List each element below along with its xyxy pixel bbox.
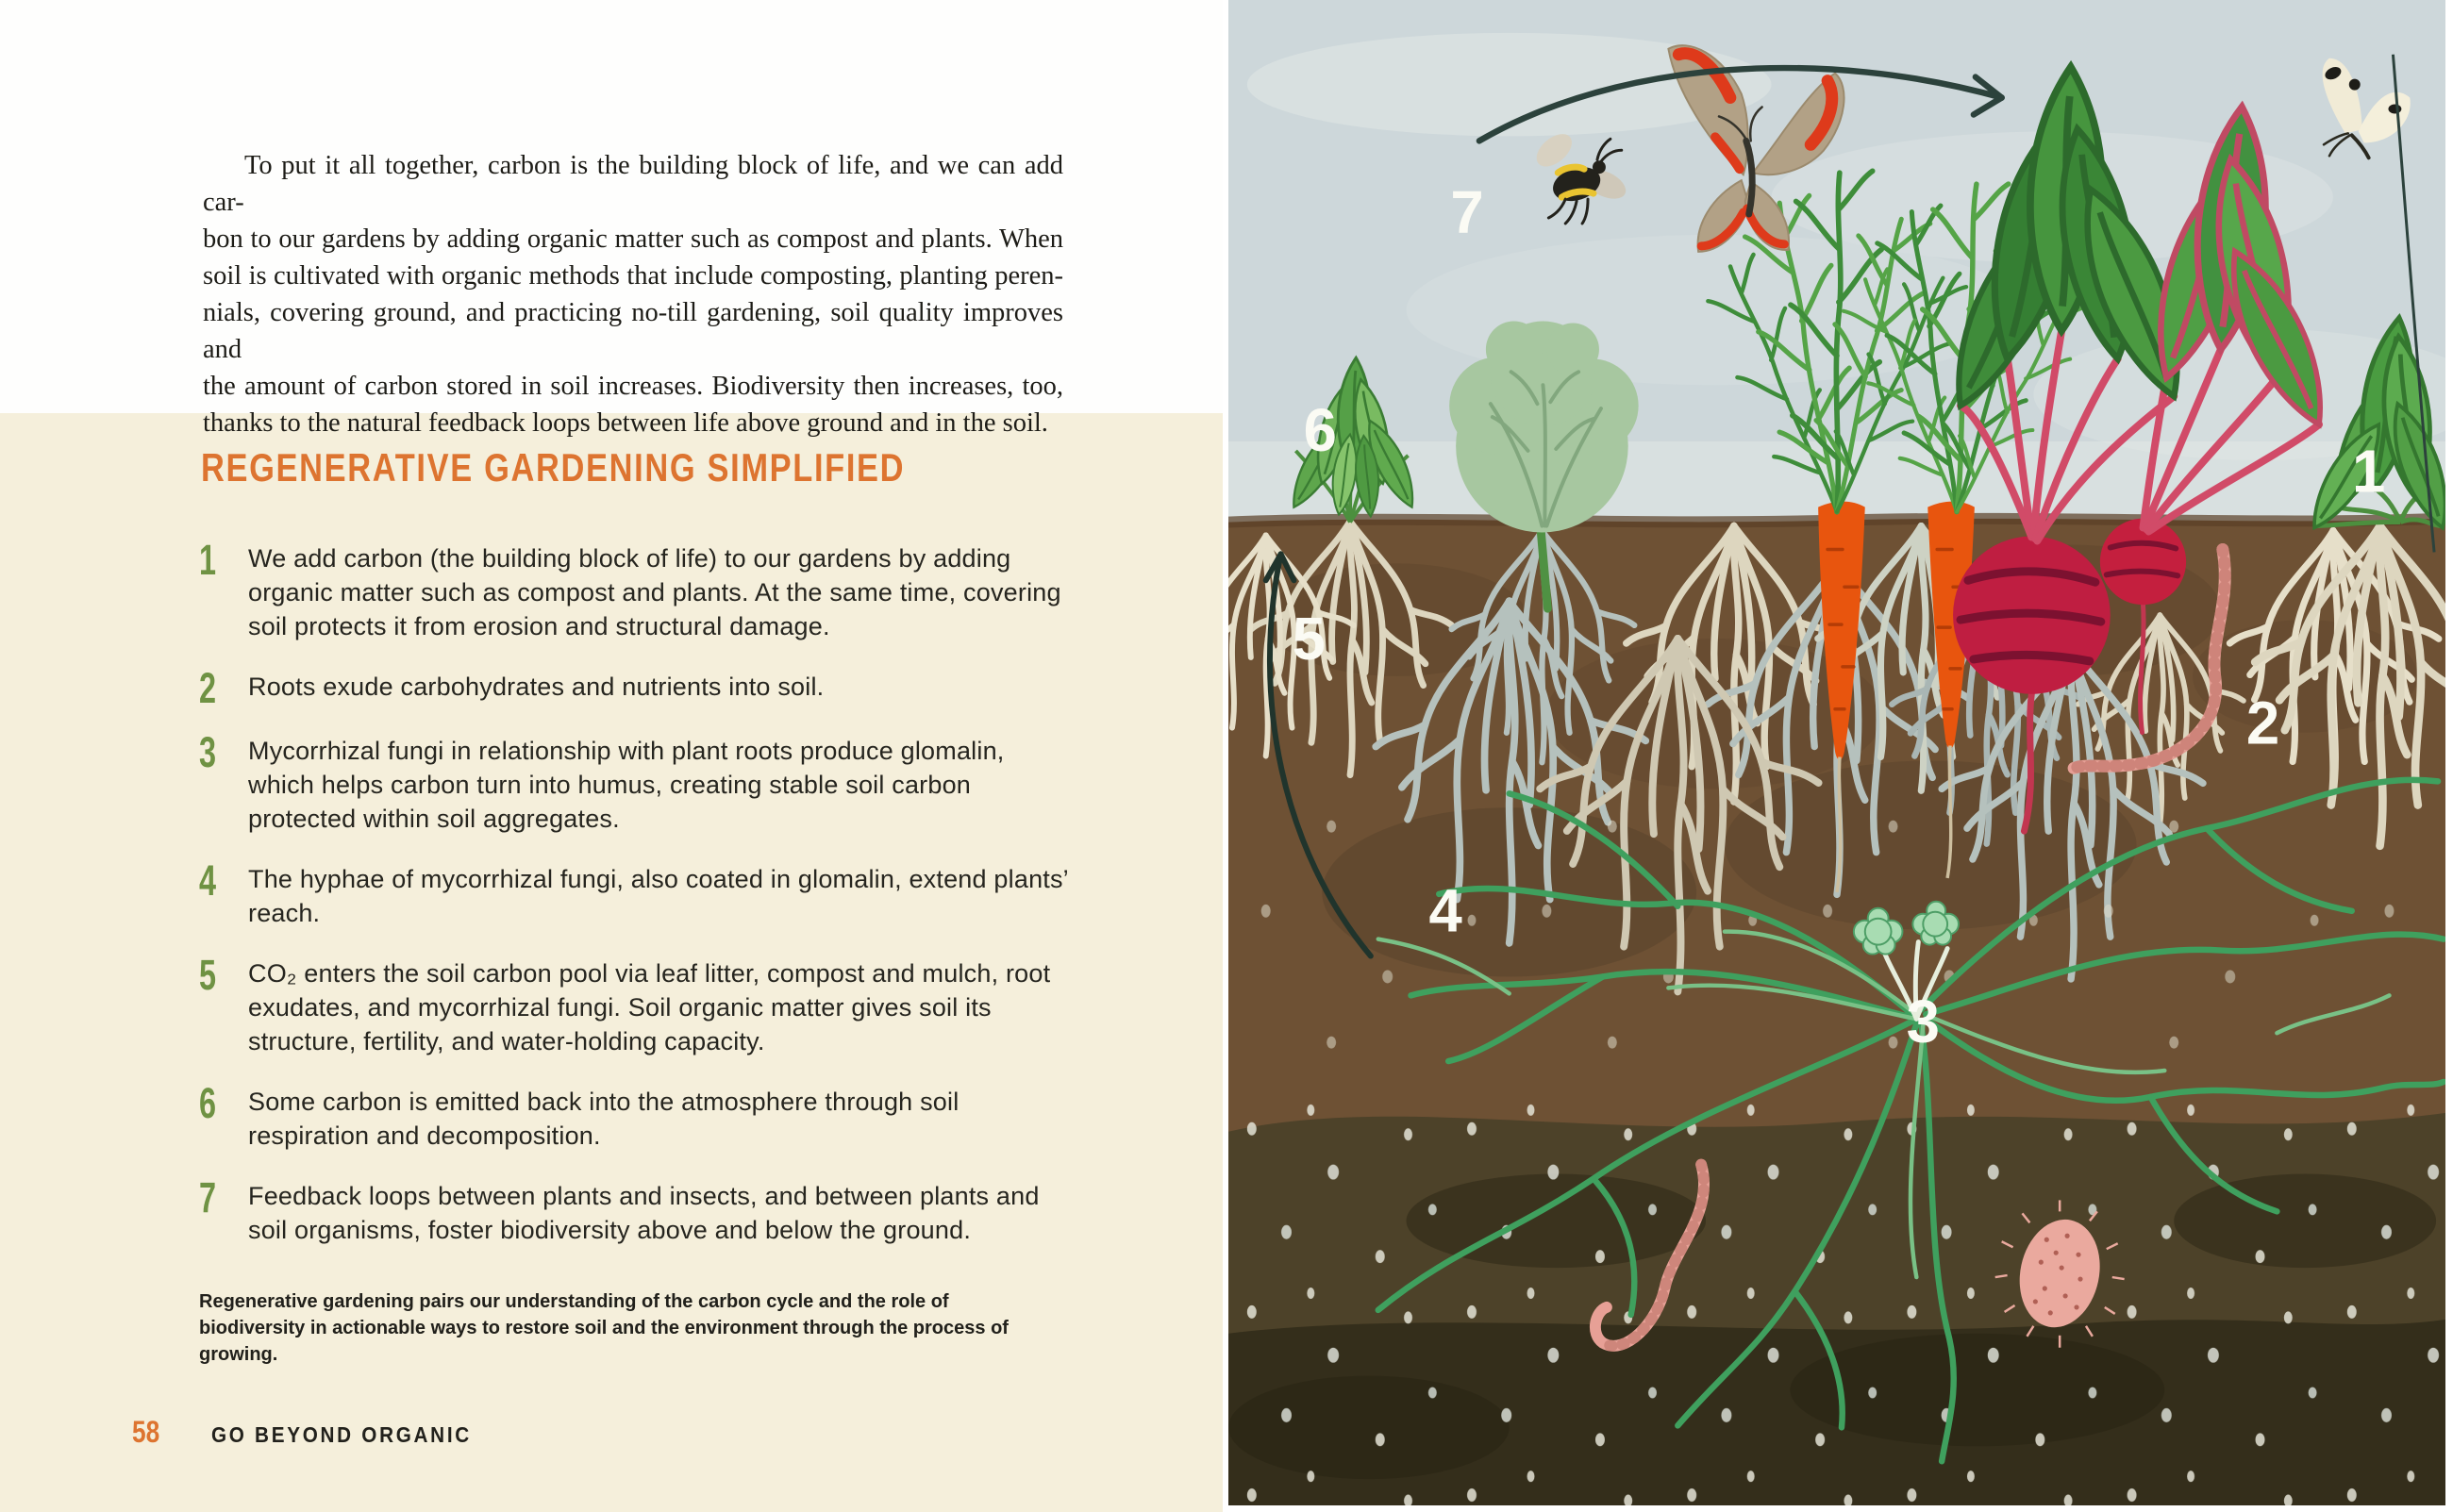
illustration-number-2: 2 — [2245, 690, 2280, 757]
list-item — [199, 951, 1086, 1058]
list-item-text: Feedback loops between plants and insects, and between plants and soil organisms, foster biodiversity above and below the ground. — [248, 1182, 1040, 1244]
paragraph-line: nials, covering ground, and practicing no-till gardening, soil quality improves and — [203, 298, 1063, 364]
list-item-text: Mycorrhizal fungi in relationship with plant roots produce glomalin, which helps carbon turn into humus, creating stable soil carbon protected within soil aggregates. — [248, 737, 1005, 833]
illustration-number-1: 1 — [2351, 438, 2386, 506]
list-item — [199, 856, 1086, 930]
list-item-text: We add carbon (the building block of life) to our gardens by adding organic matter such as compost and plants. At the same time, covering soil protects it from erosion and structural damage. — [248, 544, 1061, 640]
illustration-number-5: 5 — [1292, 605, 1327, 673]
list-number: 6 — [199, 1079, 217, 1127]
soil-speckles — [1228, 1089, 2445, 1505]
illustration-number-4: 4 — [1428, 877, 1462, 945]
left-book-page — [0, 0, 1223, 1512]
list-item — [199, 1079, 1086, 1153]
paragraph-line: bon to our gardens by adding organic matter such as compost and plants. When — [203, 224, 1063, 254]
running-title: GO BEYOND ORGANIC — [210, 1422, 472, 1447]
page-number: 58 — [132, 1415, 160, 1449]
intro-paragraph — [203, 147, 1063, 441]
list-item-text: The hyphae of mycorrhizal fungi, also coated in glomalin, extend plants’ reach. — [248, 865, 1068, 927]
numbered-list — [199, 536, 1086, 1247]
paragraph-line: To put it all together, carbon is the building block of life, and we can add car- — [203, 151, 1063, 217]
paragraph-line: thanks to the natural feedback loops between life above ground and in the soil. — [203, 408, 1048, 438]
list-item — [199, 536, 1086, 643]
list-number: 4 — [199, 856, 217, 905]
list-number: 3 — [199, 728, 217, 776]
paragraph-line: the amount of carbon stored in soil increases. Biodiversity then increases, too, — [203, 372, 1063, 401]
section-heading: REGENERATIVE GARDENING SIMPLIFIED — [201, 445, 906, 490]
list-item — [199, 1173, 1086, 1247]
list-item — [199, 728, 1086, 836]
list-item-text: CO₂ enters the soil carbon pool via leaf litter, compost and mulch, root exudates, and mycorrhizal fungi. Soil organic matter gives soil its structure, fertility, and water-holding capacity. — [248, 959, 1051, 1055]
illustration-number-6: 6 — [1303, 396, 1337, 464]
list-item-text: Roots exude carbohydrates and nutrients into soil. — [248, 673, 825, 701]
list-item — [199, 664, 1086, 712]
paragraph-line: soil is cultivated with organic methods that include composting, planting peren- — [203, 261, 1063, 291]
list-number: 1 — [199, 536, 217, 584]
list-item-text: Some carbon is emitted back into the atmosphere through soil respiration and decomposition. — [248, 1088, 960, 1150]
list-number: 5 — [199, 951, 217, 999]
list-number: 7 — [199, 1173, 217, 1221]
soil-carbon-cycle-illustration — [1228, 0, 2445, 1505]
figure-caption: Regenerative gardening pairs our understanding of the carbon cycle and the role of biodiversity in actionable ways to restore soil and the environment through the process of growing. — [199, 1291, 1009, 1365]
list-number: 2 — [199, 664, 217, 712]
right-book-page — [1228, 0, 2445, 1505]
illustration-number-7: 7 — [1450, 178, 1484, 246]
page-footer — [132, 1415, 500, 1450]
illustration-number-3: 3 — [1906, 989, 1940, 1056]
